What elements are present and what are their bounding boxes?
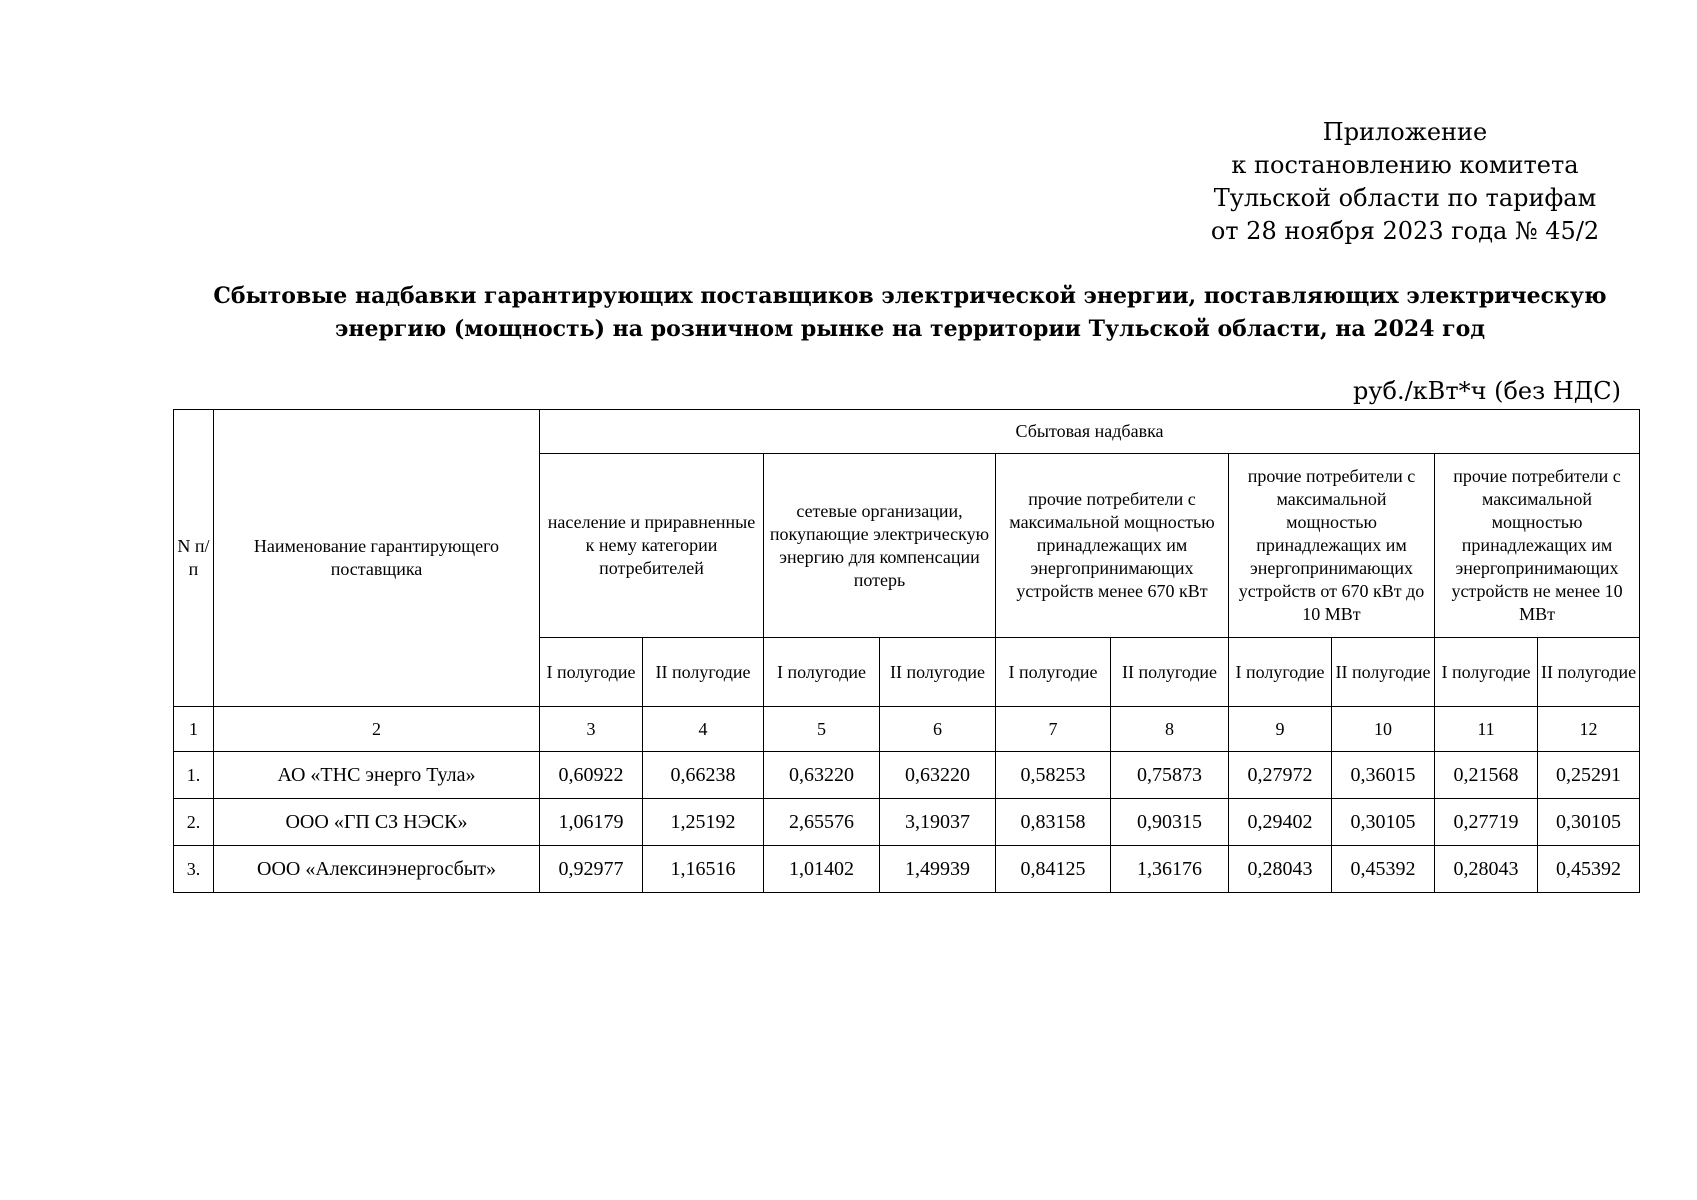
value-cell: 0,45392 [1538,846,1640,893]
column-number-cell: 2 [214,707,540,752]
row-num-cell: 1. [174,752,214,799]
column-number-cell: 10 [1332,707,1435,752]
header-category-cell: сетевые организации, покупающие электрическую энергию для компенсации потерь [764,454,996,638]
value-cell: 0,63220 [764,752,880,799]
column-number-cell: 7 [996,707,1111,752]
header-row [174,410,1640,454]
appendix-block [1195,116,1615,248]
header-half-cell: II полугодие [1332,638,1435,707]
row-num-cell: 2. [174,799,214,846]
header-category-cell: прочие потребители с максимальной мощностью принадлежащих им энергопринимающих устройств менее 670 кВт [996,454,1229,638]
value-cell: 0,27972 [1229,752,1332,799]
value-cell: 0,66238 [643,752,764,799]
header-group-cell: Сбытовая надбавка [540,410,1640,454]
supplier-name-cell: ООО «ГП СЗ НЭСК» [214,799,540,846]
header-half-cell: II полугодие [643,638,764,707]
column-number-cell: 6 [880,707,996,752]
column-number-cell: 8 [1111,707,1229,752]
value-cell: 0,60922 [540,752,643,799]
value-cell: 1,25192 [643,799,764,846]
value-cell: 0,58253 [996,752,1111,799]
value-cell: 0,27719 [1435,799,1538,846]
value-cell: 0,28043 [1229,846,1332,893]
value-cell: 2,65576 [764,799,880,846]
header-half-cell: II полугодие [1111,638,1229,707]
header-half-cell: I полугодие [996,638,1111,707]
appendix-line: от 28 ноября 2023 года № 45/2 [1210,217,1600,245]
column-number-cell: 9 [1229,707,1332,752]
header-half-cell: I полугодие [1435,638,1538,707]
column-number-cell: 12 [1538,707,1640,752]
value-cell: 0,36015 [1332,752,1435,799]
table-row [174,799,1640,846]
table-row [174,846,1640,893]
column-number-cell: 5 [764,707,880,752]
value-cell: 1,16516 [643,846,764,893]
column-number-cell: 4 [643,707,764,752]
value-cell: 0,21568 [1435,752,1538,799]
value-cell: 0,29402 [1229,799,1332,846]
value-cell: 0,90315 [1111,799,1229,846]
value-cell: 0,84125 [996,846,1111,893]
value-cell: 0,45392 [1332,846,1435,893]
value-cell: 0,63220 [880,752,996,799]
appendix-line: Тульской области по тарифам [1213,184,1597,212]
document-title [180,280,1640,346]
column-number-cell: 1 [174,707,214,752]
header-half-cell: I полугодие [764,638,880,707]
units-label: руб./кВт*ч (без НДС) [1353,377,1621,405]
table-row [174,752,1640,799]
supplier-name-cell: ООО «Алексинэнергосбыт» [214,846,540,893]
value-cell: 1,36176 [1111,846,1229,893]
appendix-line: Приложение [1322,118,1488,146]
supplier-name-cell: АО «ТНС энерго Тула» [214,752,540,799]
value-cell: 1,49939 [880,846,996,893]
value-cell: 1,06179 [540,799,643,846]
tariff-table [173,409,1640,893]
value-cell: 0,83158 [996,799,1111,846]
header-name-cell: Наименование гарантирующего поставщика [214,410,540,707]
column-number-row [174,707,1640,752]
value-cell: 0,25291 [1538,752,1640,799]
value-cell: 1,01402 [764,846,880,893]
header-category-cell: население и приравненные к нему категории потребителей [540,454,764,638]
value-cell: 3,19037 [880,799,996,846]
value-cell: 0,30105 [1332,799,1435,846]
row-num-cell: 3. [174,846,214,893]
appendix-line: к постановлению комитета [1231,151,1579,179]
header-num-cell: N п/п [174,410,214,707]
header-half-cell: II полугодие [1538,638,1640,707]
header-category-cell: прочие потребители с максимальной мощностью принадлежащих им энергопринимающих устройств от 670 кВт до 10 МВт [1229,454,1435,638]
title-line: энергию (мощность) на розничном рынке на территории Тульской области, на 2024 год [334,316,1485,342]
value-cell: 0,30105 [1538,799,1640,846]
column-number-cell: 11 [1435,707,1538,752]
value-cell: 0,92977 [540,846,643,893]
column-number-cell: 3 [540,707,643,752]
header-category-cell: прочие потребители с максимальной мощностью принадлежащих им энергопринимающих устройств не менее 10 МВт [1435,454,1640,638]
header-half-cell: II полугодие [880,638,996,707]
header-half-cell: I полугодие [540,638,643,707]
header-half-cell: I полугодие [1229,638,1332,707]
value-cell: 0,75873 [1111,752,1229,799]
value-cell: 0,28043 [1435,846,1538,893]
title-line: Сбытовые надбавки гарантирующих поставщиков электрической энергии, поставляющих электрическую [213,283,1607,309]
